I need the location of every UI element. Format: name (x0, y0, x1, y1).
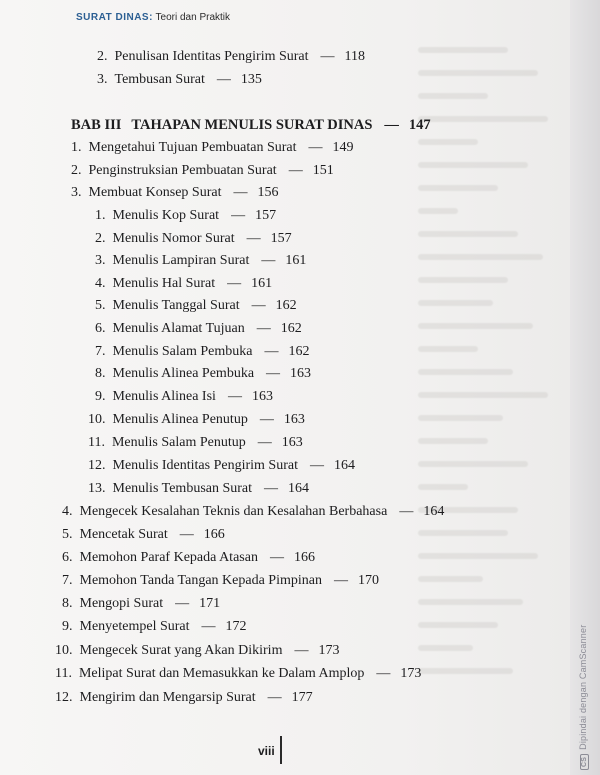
entry-number: 5. (62, 527, 73, 542)
entry-title: Menulis Alinea Pembuka (112, 366, 255, 381)
entry-number: 3. (97, 72, 108, 87)
entry-dash: — (257, 435, 272, 450)
entry-number: 12. (88, 458, 106, 473)
entry-page: 161 (251, 276, 273, 291)
entry-title: Tembusan Surat (114, 72, 205, 87)
toc-subentry (95, 365, 311, 383)
entry-title: Menulis Salam Penutup (111, 435, 246, 450)
entry-number: 13. (88, 481, 106, 496)
toc-entry (55, 689, 313, 707)
entry-dash: — (261, 253, 276, 268)
entry-dash: — (308, 140, 323, 155)
entry-dash: — (320, 49, 335, 64)
entry-dash: — (288, 163, 303, 178)
entry-title: Penulisan Identitas Pengirim Surat (114, 49, 309, 64)
entry-page: 163 (290, 366, 312, 381)
chapter-heading (71, 116, 431, 134)
chapter-title: TAHAPAN MENULIS SURAT DINAS (131, 117, 373, 133)
scanner-watermark (578, 625, 589, 770)
entry-number: 5. (95, 298, 106, 313)
toc-subentry (95, 207, 276, 225)
entry-title: Mengopi Surat (79, 596, 164, 611)
toc-subentry (95, 297, 297, 315)
book-title-brand: SURAT DINAS: (76, 12, 153, 23)
entry-title: Menulis Alamat Tujuan (112, 321, 245, 336)
toc-entry (62, 572, 379, 590)
toc-entry (62, 526, 225, 544)
show-through-text (418, 40, 568, 720)
entry-number: 8. (95, 366, 106, 381)
entry-dash: — (179, 527, 194, 542)
watermark-text: Dipindai dengan CamScanner (578, 624, 588, 750)
entry-title: Menulis Alinea Isi (112, 389, 216, 404)
entry-number: 1. (71, 140, 82, 155)
book-subtitle: Teori dan Praktik (155, 12, 231, 23)
entry-page: 149 (332, 140, 354, 155)
entry-number: 3. (95, 253, 106, 268)
entry-dash: — (384, 117, 399, 133)
entry-title: Menyetempel Surat (79, 619, 190, 634)
entry-dash: — (251, 298, 266, 313)
entry-page: 118 (344, 49, 366, 64)
entry-dash: — (294, 643, 309, 658)
toc-entry (71, 139, 354, 157)
entry-number: 11. (88, 435, 105, 450)
entry-dash: — (256, 321, 271, 336)
toc-entry (55, 665, 421, 683)
entry-title: Membuat Konsep Surat (88, 185, 222, 200)
entry-dash: — (264, 481, 279, 496)
chapter-label: BAB III (71, 117, 122, 133)
entry-number: 7. (95, 344, 106, 359)
entry-page: 171 (199, 596, 221, 611)
entry-number: 3. (71, 185, 82, 200)
entry-page: 135 (240, 72, 262, 87)
entry-page: 161 (285, 253, 307, 268)
entry-page: 157 (255, 208, 277, 223)
entry-number: 12. (55, 690, 73, 705)
entry-title: Menulis Identitas Pengirim Surat (112, 458, 298, 473)
entry-dash: — (175, 596, 190, 611)
entry-page: 166 (203, 527, 225, 542)
toc-entry (62, 618, 247, 636)
toc-subentry (88, 457, 355, 475)
toc-entry (97, 71, 262, 89)
chapter-page: 147 (408, 117, 431, 133)
entry-number: 1. (95, 208, 106, 223)
entry-dash: — (231, 208, 246, 223)
toc-subentry (95, 230, 292, 248)
entry-dash: — (201, 619, 216, 634)
entry-title: Mengecek Kesalahan Teknis dan Kesalahan Berbahasa (79, 504, 388, 519)
entry-number: 7. (62, 573, 73, 588)
entry-dash: — (333, 573, 348, 588)
entry-title: Memohon Paraf Kepada Atasan (79, 550, 258, 565)
entry-title: Mengirim dan Mengarsip Surat (79, 690, 256, 705)
entry-title: Memohon Tanda Tangan Kepada Pimpinan (79, 573, 322, 588)
entry-title: Menulis Alinea Penutup (112, 412, 248, 427)
entry-page: 163 (251, 389, 273, 404)
entry-page: 166 (293, 550, 315, 565)
footer-rule (280, 736, 282, 764)
entry-number: 8. (62, 596, 73, 611)
entry-page: 177 (291, 690, 313, 705)
entry-number: 6. (95, 321, 106, 336)
toc-subentry (95, 252, 306, 270)
toc-subentry (95, 343, 310, 361)
entry-dash: — (259, 412, 274, 427)
entry-dash: — (246, 231, 261, 246)
entry-page: 162 (288, 344, 310, 359)
entry-title: Melipat Surat dan Memasukkan ke Dalam Amplop (78, 666, 365, 681)
entry-title: Menulis Tembusan Surat (112, 481, 253, 496)
entry-number: 9. (95, 389, 106, 404)
entry-page: 173 (318, 643, 340, 658)
entry-page: 173 (400, 666, 422, 681)
page-number: viii (258, 744, 275, 758)
toc-entry (62, 595, 220, 613)
entry-page: 151 (312, 163, 334, 178)
toc-subentry (95, 388, 273, 406)
entry-dash: — (216, 72, 231, 87)
entry-title: Mengetahui Tujuan Pembuatan Surat (88, 140, 297, 155)
running-header (76, 12, 230, 23)
entry-title: Menulis Salam Pembuka (112, 344, 253, 359)
toc-entry (62, 549, 315, 567)
entry-page: 172 (225, 619, 247, 634)
entry-title: Mencetak Surat (79, 527, 168, 542)
entry-number: 4. (62, 504, 73, 519)
entry-dash: — (264, 344, 279, 359)
entry-title: Penginstruksian Pembuatan Surat (88, 163, 277, 178)
entry-page: 162 (280, 321, 302, 336)
toc-entry (62, 503, 444, 521)
toc-entry (55, 642, 339, 660)
entry-page: 162 (275, 298, 297, 313)
toc-entry (71, 184, 278, 202)
toc-entry (97, 48, 365, 66)
entry-page: 163 (283, 412, 305, 427)
entry-title: Menulis Lampiran Surat (112, 253, 250, 268)
entry-number: 4. (95, 276, 106, 291)
entry-page: 164 (288, 481, 310, 496)
entry-dash: — (309, 458, 324, 473)
entry-number: 2. (71, 163, 82, 178)
entry-title: Menulis Tanggal Surat (112, 298, 240, 313)
entry-dash: — (227, 276, 242, 291)
entry-title: Menulis Nomor Surat (112, 231, 235, 246)
entry-page: 163 (281, 435, 303, 450)
entry-title: Menulis Kop Surat (112, 208, 220, 223)
entry-number: 11. (55, 666, 72, 681)
entry-title: Mengecek Surat yang Akan Dikirim (79, 643, 283, 658)
entry-number: 2. (97, 49, 108, 64)
entry-page: 156 (257, 185, 279, 200)
entry-number: 2. (95, 231, 106, 246)
toc-subentry (95, 275, 272, 293)
entry-dash: — (227, 389, 242, 404)
entry-number: 9. (62, 619, 73, 634)
entry-number: 10. (88, 412, 106, 427)
entry-number: 6. (62, 550, 73, 565)
entry-page: 157 (270, 231, 292, 246)
camscanner-logo-icon: CS (580, 754, 589, 770)
entry-dash: — (376, 666, 391, 681)
toc-subentry (88, 411, 305, 429)
entry-page: 164 (333, 458, 355, 473)
toc-entry (71, 162, 334, 180)
entry-dash: — (233, 185, 248, 200)
entry-number: 10. (55, 643, 73, 658)
toc-subentry (88, 480, 309, 498)
entry-dash: — (399, 504, 414, 519)
toc-subentry (95, 320, 302, 338)
entry-dash: — (266, 366, 281, 381)
toc-subentry (88, 434, 303, 452)
entry-page: 170 (357, 573, 379, 588)
entry-page: 164 (423, 504, 445, 519)
entry-dash: — (267, 690, 282, 705)
entry-title: Menulis Hal Surat (112, 276, 216, 291)
entry-dash: — (269, 550, 284, 565)
